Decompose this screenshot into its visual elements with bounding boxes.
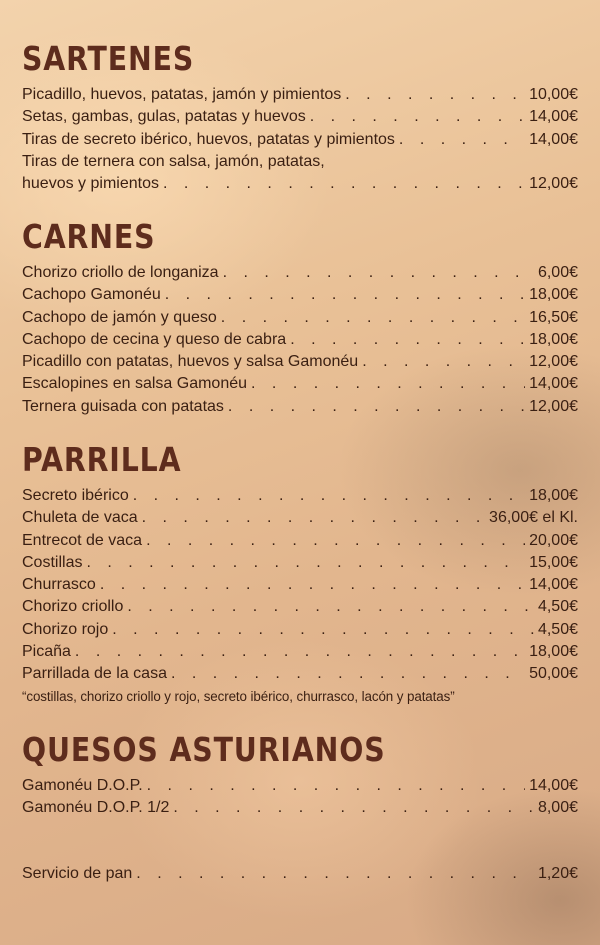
leader-dots <box>345 84 525 106</box>
menu-item <box>22 373 578 395</box>
leader-dots <box>146 530 525 552</box>
item-price: 14,00€ <box>529 130 578 148</box>
item-price: 20,00€ <box>529 531 578 549</box>
leader-dots <box>165 284 525 306</box>
item-name: Servicio de pan <box>22 865 133 882</box>
item-price: 1,20€ <box>537 865 578 882</box>
section-title: QUESOS ASTURIANOS <box>22 730 386 769</box>
menu-item <box>22 84 578 106</box>
menu-item <box>22 351 578 373</box>
item-name: Gamonéu D.O.P. <box>22 777 143 794</box>
item-name: Parrillada de la casa <box>22 665 167 683</box>
menu-item <box>22 329 578 351</box>
menu-item <box>22 129 578 151</box>
menu-item <box>22 619 578 641</box>
leader-dots <box>133 485 525 507</box>
item-name: Chorizo criollo <box>22 598 124 616</box>
item-name: Secreto ibérico <box>22 487 129 504</box>
menu-item <box>22 863 578 885</box>
menu-item <box>22 284 578 306</box>
item-price: 8,00€ <box>537 799 578 817</box>
item-price: 18,00€ <box>529 487 578 504</box>
leader-dots <box>75 641 525 663</box>
menu-item <box>22 307 578 329</box>
section-title: SARTENES <box>22 39 195 78</box>
item-name: Churrasco <box>22 576 96 594</box>
leader-dots <box>251 373 525 395</box>
item-price: 10,00€ <box>529 86 578 103</box>
menu-item <box>22 396 578 418</box>
item-name: Entrecot de vaca <box>22 531 143 549</box>
item-price: 12,00€ <box>529 397 578 415</box>
menu-item <box>22 173 578 195</box>
section-carnes <box>22 217 578 418</box>
section-extras <box>22 863 578 885</box>
menu-item <box>22 574 578 596</box>
item-price: 4,50€ <box>537 598 578 616</box>
menu-item <box>22 485 578 507</box>
menu-item <box>22 106 578 128</box>
menu-item <box>22 775 578 797</box>
leader-dots <box>112 619 534 641</box>
leader-dots <box>399 129 525 151</box>
item-name: huevos y pimientos <box>22 175 159 193</box>
item-description: “costillas, chorizo criollo y rojo, secreto ibérico, churrasco, lacón y patatas” <box>22 688 455 704</box>
section-quesos <box>22 730 578 820</box>
item-price: 15,00€ <box>529 553 578 571</box>
item-price: 14,00€ <box>529 108 578 126</box>
leader-dots <box>362 351 525 373</box>
menu-item <box>22 530 578 552</box>
menu-item <box>22 507 578 529</box>
item-price: 6,00€ <box>537 264 578 281</box>
item-name: Tiras de secreto ibérico, huevos, patatas y pimientos <box>22 130 395 148</box>
leader-dots <box>290 329 525 351</box>
item-name: Costillas <box>22 553 83 571</box>
item-price: 50,00€ <box>529 665 578 683</box>
leader-dots <box>223 262 534 284</box>
item-name: Picaña <box>22 643 71 661</box>
leader-dots <box>86 552 525 574</box>
leader-dots <box>136 863 534 885</box>
item-name: Cachopo de jamón y queso <box>22 308 217 326</box>
item-name: Ternera guisada con patatas <box>22 397 224 415</box>
item-price: 36,00€ el Kl. <box>489 509 578 527</box>
item-price: 16,50€ <box>529 308 578 326</box>
section-title: CARNES <box>22 217 156 256</box>
item-price: 4,50€ <box>537 620 578 638</box>
item-price: 14,00€ <box>529 576 578 594</box>
item-price: 18,00€ <box>529 286 578 304</box>
item-name: Picadillo con patatas, huevos y salsa Gamonéu <box>22 353 359 371</box>
leader-dots <box>228 396 525 418</box>
item-price: 18,00€ <box>529 330 578 348</box>
item-price: 18,00€ <box>529 643 578 661</box>
menu-item <box>22 596 578 618</box>
item-name: Cachopo Gamonéu <box>22 286 161 304</box>
leader-dots <box>147 775 525 797</box>
item-price: 12,00€ <box>529 353 578 371</box>
section-title: PARRILLA <box>22 440 182 479</box>
item-name: Picadillo, huevos, patatas, jamón y pimientos <box>22 86 342 103</box>
menu-item <box>22 797 578 819</box>
item-price: 14,00€ <box>529 375 578 393</box>
leader-dots <box>142 507 485 529</box>
menu-item <box>22 641 578 663</box>
item-name: Cachopo de cecina y queso de cabra <box>22 330 287 348</box>
menu-item <box>22 262 578 284</box>
leader-dots <box>163 173 525 195</box>
item-name: Setas, gambas, gulas, patatas y huevos <box>22 108 306 126</box>
leader-dots <box>171 663 525 685</box>
item-price: 14,00€ <box>529 777 578 794</box>
item-name: Chorizo rojo <box>22 620 109 638</box>
item-name-line: Tiras de ternera con salsa, jamón, patatas, <box>22 152 325 170</box>
item-name: Chorizo criollo de longaniza <box>22 264 219 281</box>
leader-dots <box>127 596 534 618</box>
item-name: Escalopines en salsa Gamonéu <box>22 375 248 393</box>
section-sartenes <box>22 39 578 195</box>
section-parrilla <box>22 440 578 708</box>
menu-item <box>22 663 578 685</box>
item-price: 12,00€ <box>529 175 578 193</box>
leader-dots <box>173 797 534 819</box>
leader-dots <box>310 106 525 128</box>
leader-dots <box>221 307 525 329</box>
menu-item <box>22 552 578 574</box>
item-name: Chuleta de vaca <box>22 509 138 527</box>
item-name: Gamonéu D.O.P. 1/2 <box>22 799 170 817</box>
leader-dots <box>100 574 525 596</box>
